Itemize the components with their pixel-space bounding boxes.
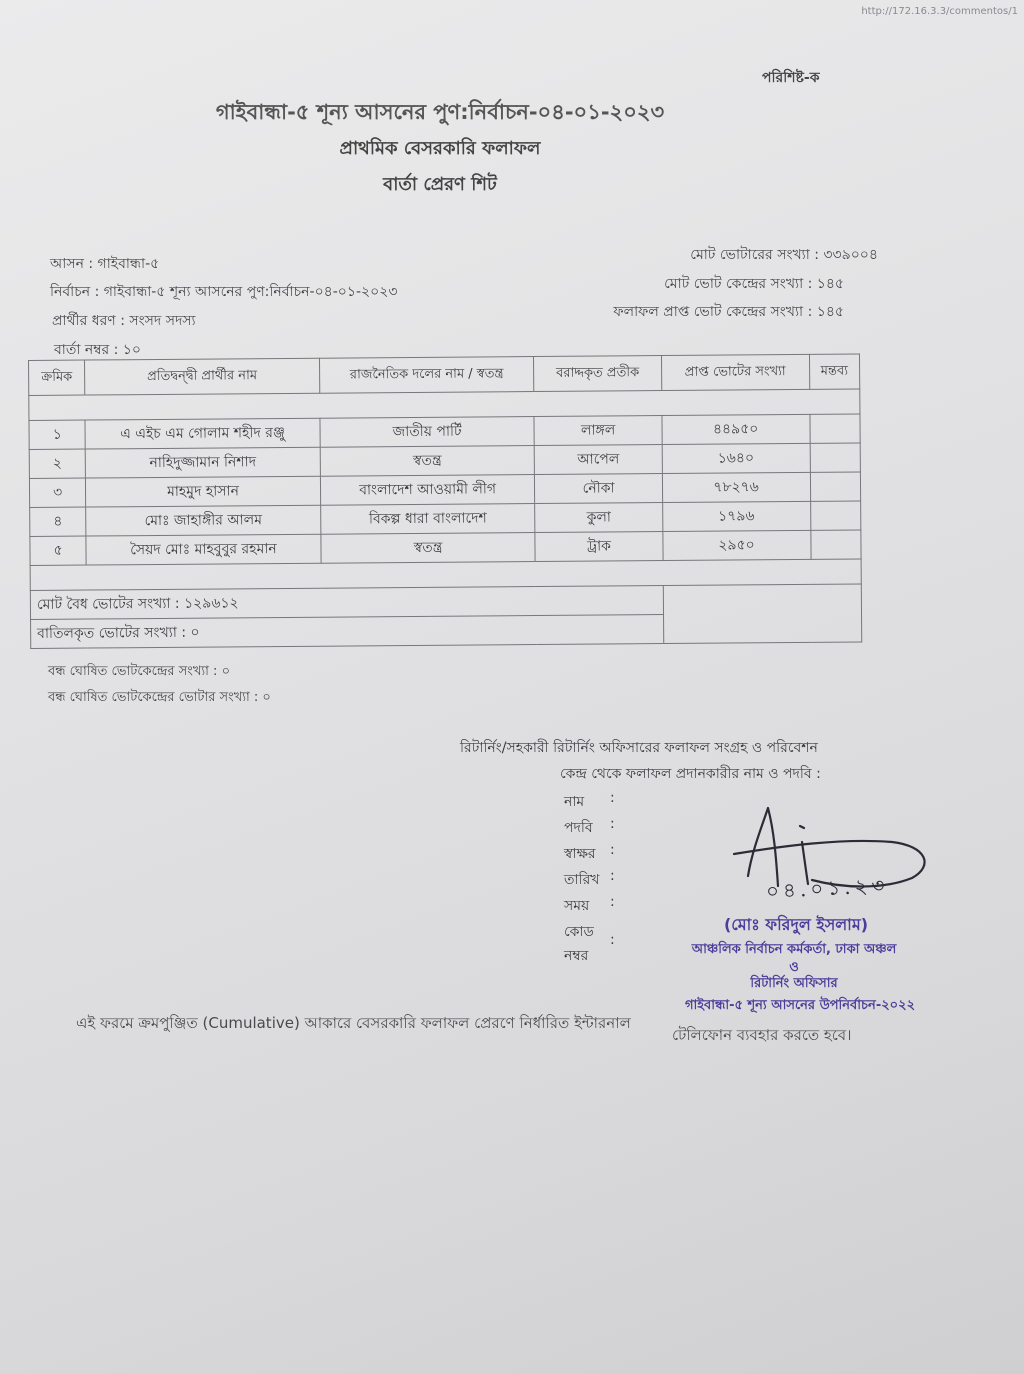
url-fragment: http://172.16.3.3/commentos/1	[861, 6, 1018, 17]
stamp-election: গাইবান্ধা-৫ শূন্য আসনের উপনির্বাচন-২০২২	[684, 998, 916, 1013]
votes-cell: ২৯৫০	[662, 530, 810, 560]
name-label: নাম	[564, 794, 585, 810]
time-colon: :	[610, 894, 615, 910]
col-serial: ক্রমিক	[29, 360, 86, 395]
votes-cell: ৭৮২৭৬	[662, 472, 810, 502]
footer-line1: এই ফরমে ক্রমপুঞ্জিত (Cumulative) আকারে বেসরকারি ফলাফল প্রেরণে নির্ধারিত ইন্টারনাল	[76, 1014, 631, 1032]
election-info: নির্বাচন : গাইবান্ধা-৫ শূন্য আসনের পুণ:নির্বাচন-০৪-০১-২০২৩	[50, 284, 398, 300]
serial-cell: ৩	[29, 478, 86, 507]
handwritten-date: ০৪.০১.২৩	[765, 872, 890, 904]
serial-cell: ২	[29, 449, 86, 478]
votes-cell: ১৬৪০	[662, 443, 810, 473]
signature-label: স্বাক্ষর	[564, 846, 596, 862]
date-colon: :	[610, 868, 615, 884]
cancelled-votes-cell: বাতিলকৃত ভোটের সংখ্যা : ০	[31, 615, 664, 649]
annex-label: পরিশিষ্ট-ক	[762, 70, 820, 86]
sheet-title: বার্তা প্রেরণ শিট	[383, 174, 497, 195]
designation-label: পদবি	[564, 820, 593, 836]
serial-cell: ৫	[30, 536, 87, 565]
document-subtitle: প্রাথমিক বেসরকারি ফলাফল	[339, 138, 541, 159]
valid-votes-row	[30, 584, 861, 620]
signature-heading-line1: রিটার্নিং/সহকারী রিটার্নিং অফিসারের ফলাফল সংগ্রহ ও পরিবেশন	[460, 740, 818, 756]
symbol-cell: কুলা	[535, 503, 662, 533]
stamp-designation: আঞ্চলিক নির্বাচন কর্মকর্তা, ঢাকা অঞ্চল	[691, 942, 897, 957]
serial-cell: ১	[29, 420, 86, 449]
closed-centres: বন্ধ ঘোষিত ভোটকেন্দ্রের সংখ্যা : ০	[48, 664, 231, 679]
col-candidate: প্রতিদ্বন্দ্বী প্রার্থীর নাম	[85, 358, 320, 395]
col-votes: প্রাপ্ত ভোটের সংখ্যা	[661, 354, 809, 390]
code-colon: :	[610, 932, 615, 948]
message-number: বার্তা নম্বর : ১০	[54, 342, 141, 358]
total-voters: মোট ভোটারের সংখ্যা : ৩৩৯০০৪	[690, 247, 878, 263]
party-cell: স্বতন্ত্র	[320, 446, 535, 477]
signature-heading-line2: কেন্দ্র থেকে ফলাফল প্রদানকারীর নাম ও পদবি :	[560, 766, 821, 782]
party-cell: জাতীয় পার্টি	[320, 417, 535, 448]
party-cell: স্বতন্ত্র	[321, 533, 536, 564]
remarks-cell	[810, 501, 861, 530]
total-centres: মোট ভোট কেন্দ্রের সংখ্যা : ১৪৫	[664, 276, 844, 292]
stamp-role: রিটার্নিং অফিসার	[750, 976, 838, 991]
footer-line2: টেলিফোন ব্যবহার করতে হবে।	[672, 1026, 852, 1044]
date-label: তারিখ	[564, 872, 600, 888]
signature-colon: :	[610, 842, 615, 858]
col-party: রাজনৈতিক দলের নাম / স্বতন্ত্র	[319, 357, 534, 394]
candidate-cell: মাহমুদ হাসান	[86, 476, 321, 507]
results-table	[28, 353, 862, 649]
party-cell: বিকল্প ধারা বাংলাদেশ	[320, 504, 535, 535]
votes-cell: ৪৪৯৫০	[662, 414, 810, 444]
candidate-cell: নাহিদুজ্জামান নিশাদ	[85, 447, 320, 478]
remarks-cell	[810, 530, 861, 559]
totals-blank-cell	[663, 584, 862, 644]
name-colon: :	[610, 790, 615, 806]
designation-colon: :	[610, 816, 615, 832]
number-label: নম্বর	[564, 948, 589, 964]
votes-cell: ১৭৯৬	[662, 501, 810, 531]
remarks-cell	[810, 472, 861, 501]
symbol-cell: ট্রাক	[535, 532, 662, 562]
symbol-cell: নৌকা	[535, 474, 662, 504]
stamp-name: (মোঃ ফরিদুল ইসলাম)	[723, 915, 869, 934]
col-remarks: মন্তব্য	[809, 354, 860, 389]
remarks-cell	[809, 414, 860, 443]
candidate-type-info: প্রার্থীর ধরণ : সংসদ সদস্য	[52, 313, 196, 329]
candidate-cell: মোঃ জাহাঙ্গীর আলম	[86, 505, 321, 536]
seat-info: আসন : গাইবান্ধা-৫	[50, 256, 160, 272]
stamp-and: ও	[789, 960, 799, 975]
candidate-cell: সৈয়দ মোঃ মাহবুবুর রহমান	[86, 534, 321, 565]
col-symbol: বরাদ্দকৃত প্রতীক	[534, 356, 661, 392]
closed-centre-voters: বন্ধ ঘোষিত ভোটকেন্দ্রের ভোটার সংখ্যা : ০	[48, 690, 271, 705]
serial-cell: ৪	[30, 507, 87, 536]
result-centres: ফলাফল প্রাপ্ত ভোট কেন্দ্রের সংখ্যা : ১৪৫	[613, 304, 844, 320]
time-label: সময়	[564, 898, 590, 914]
document-title: গাইবান্ধা-৫ শূন্য আসনের পুণ:নির্বাচন-০৪-০১-২০২৩	[215, 100, 665, 124]
candidate-cell: এ এইচ এম গোলাম শহীদ রঞ্জু	[85, 418, 320, 449]
remarks-cell	[810, 443, 861, 472]
symbol-cell: লাঙ্গল	[534, 416, 661, 446]
party-cell: বাংলাদেশ আওয়ামী লীগ	[320, 475, 535, 506]
valid-votes-cell: মোট বৈধ ভোটের সংখ্যা : ১২৯৬১২	[30, 586, 663, 620]
code-label: কোড	[564, 924, 594, 940]
symbol-cell: আপেল	[535, 445, 662, 475]
